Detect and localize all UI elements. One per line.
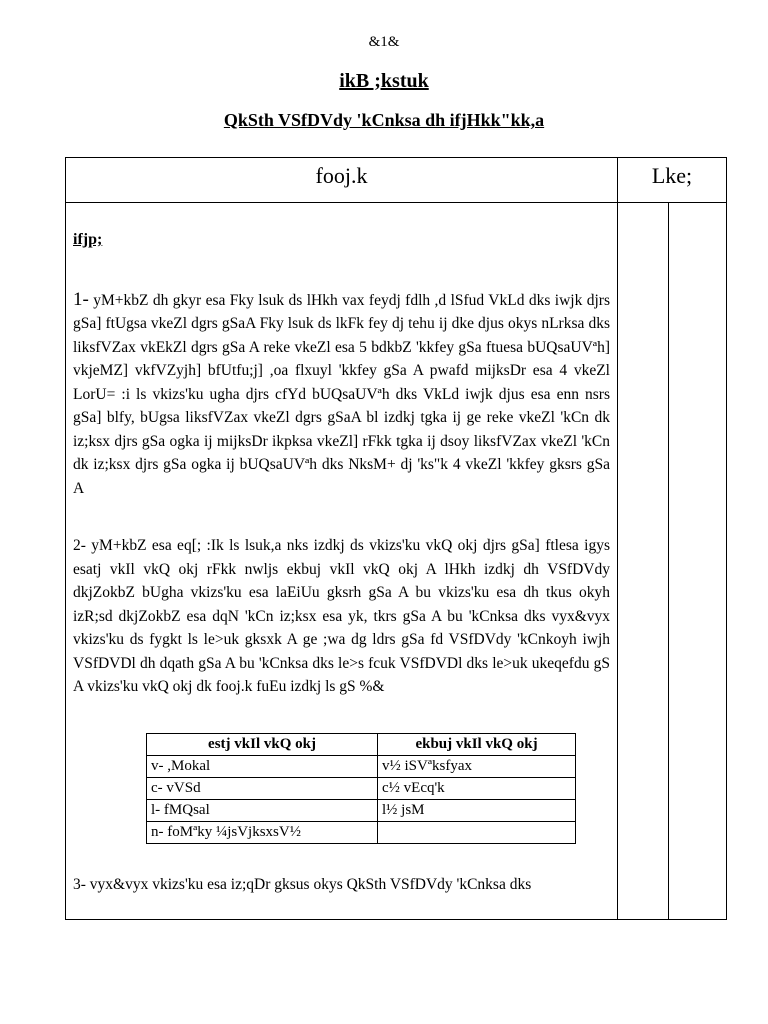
table-row [147,777,576,799]
table-cell: l- fMQsal [147,799,378,821]
page-subtitle: QkSth VSfDVdy 'kCnksa dh ifjHkk"kk,a [223,110,545,130]
table-row [147,821,576,843]
page-number: &1& [368,34,400,50]
table-cell: c½ vEcq'k [378,777,576,799]
table-cell: l½ jsM [378,799,576,821]
table-header-row [147,733,576,755]
header-time: Lke; [651,163,693,188]
table-row [147,799,576,821]
table-cell: v½ iSVªksfyax [378,755,576,777]
table-header-row [66,158,726,203]
table-cell: n- foMªky ¼jsVjksxsV½ [147,821,378,843]
paragraph-text: yM+kbZ esa eq[; :Ik ls lsuk,a nks izdkj ds vkizs'ku vkQ okj djrs gSa] ftlesa igys esatj vkIl vkQ okj rFkk nwljs ekbuj vkIl vkQ okj A lHkh izdkj dh VSfDVdy dkjZokbZ bUgha vkizs'ku esa laEiUu gksrh gSa A bu vkizs'ku esa dh tkus okyh izR;sd dkjZokbZ esa dqN 'kCn iz;ksx esa yk, tkrs gSa A bu 'kCnksa dks vyx&vyx vkizs'ku ds fygkt ls le>uk gksxk A ge ;wa dg ldrs gSa fd VSfDVdy 'kCnkoyh iwjh VSfDVDl dh dqath gSa A bu 'kCnksa dks le>s fcuk VSfDVDl dks le>uk ukeqefdu gS A vkizs'ku vkQ okj dk fooj.k fuEu izdkj ls gS %& [73,537,610,695]
paragraph-text: vyx&vyx vkizs'ku esa iz;qDr gksus okys QkSth VSfDVdy 'kCnksa dks [85,875,532,893]
column-divider [617,202,618,920]
paragraph-text: yM+kbZ dh gkyr esa Fky lsuk ds lHkh vax feydj fdlh ,d lSfud VkLd dks iwjk djrs gSa] ftUgsa vkeZl dgrs gSaA Fky lsuk ds lkFk fey dj tehu ij dke djus okys nLrksa dks liksfVZax vkEkZl dgrs gSa A reke vkeZl esa 5 bdkbZ 'kkfey gSa ftuesa bUQsaUVªh] vkjeMZ] vkfVZyjh] bfUtfu;j] ,oa flxuyl 'kkfey gSa A pwafd mijksDr esa 4 vkeZl LorU= :i ls vkizs'ku ugha djrs cfYd bUQsaUVªh dks VkLd iwjk djus esa enn nsrs gSa] blfy, bUgsa liksfVZax vkeZl dgrs gSaA bl izdkj tgka ij ge reke vkeZl 'kCn dk iz;ksx djrs gSa ogka ij mijksDr ikpksa vkeZl] rFkk tgka ij dsoy liksfVZax vkeZl 'kCn dk iz;ksx djrs gSa ogka ij bUQsaUVªh dks NksM+ dj 'ks"k 4 vkeZl 'kkfey gksrs gSa A [73,291,610,497]
paragraph-3 [73,873,610,897]
column-header-major: estj vkIl vkQ okj [147,733,378,755]
paragraph-number: 1- [73,288,89,310]
paragraph-2 [73,534,610,699]
table-cell [378,821,576,843]
section-title: ifjp; [73,231,103,248]
table-row [147,755,576,777]
operations-table [146,733,576,844]
main-table [65,157,727,920]
table-cell: v- ,Mokal [147,755,378,777]
paragraph-number: 3- [73,875,86,893]
column-header-minor: ekbuj vkIl vkQ okj [378,733,576,755]
paragraph-number: 2- [73,537,86,554]
header-description: fooj.k [66,158,618,202]
description-cell [73,228,610,896]
column-divider [668,202,669,920]
paragraph-1 [73,288,610,501]
page-title: ikB ;kstuk [339,70,429,92]
table-cell: c- vVSd [147,777,378,799]
